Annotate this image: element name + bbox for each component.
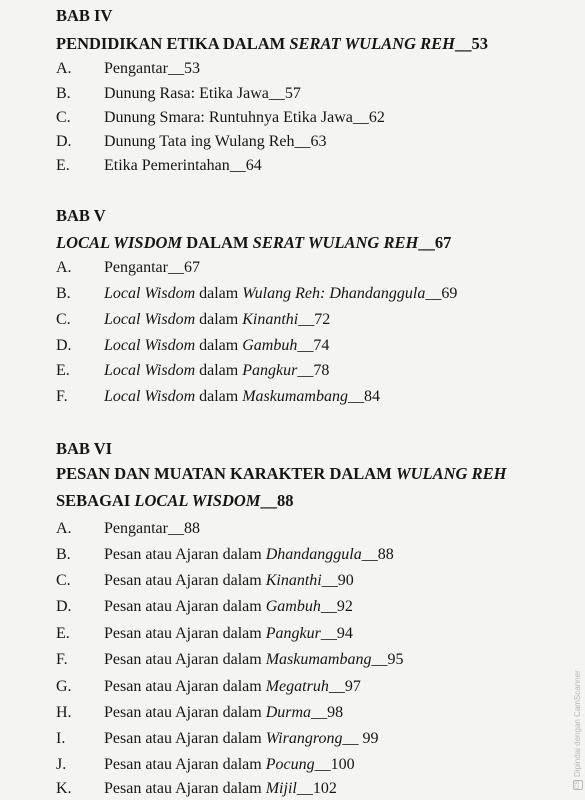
entry-part: Pocung <box>265 756 315 773</box>
entry-text: Pengantar__67 <box>104 259 200 276</box>
entry-letter: B. <box>56 285 71 302</box>
entry-part: Pangkur <box>242 362 298 379</box>
entry-part: dalam <box>195 388 243 405</box>
scanner-watermark <box>559 640 582 790</box>
chapter-label: BAB V <box>56 206 106 225</box>
entry-text: Dunung Rasa: Etika Jawa__57 <box>104 85 301 102</box>
toc-entry[interactable] <box>0 310 577 330</box>
entry-part: __74 <box>297 337 330 354</box>
entry-letter: D. <box>56 598 72 615</box>
entry-text: Pengantar__88 <box>104 520 200 537</box>
entry-letter: E. <box>56 157 70 174</box>
toc-entry[interactable] <box>0 650 577 670</box>
camscanner-icon: CS <box>574 780 581 789</box>
toc-entry[interactable] <box>0 677 577 697</box>
entry-part: __94 <box>320 625 353 642</box>
entry-part: Pesan atau Ajaran dalam <box>104 704 266 721</box>
toc-entry[interactable] <box>0 519 577 539</box>
chapter-label: BAB VI <box>56 439 113 458</box>
entry-part: __78 <box>297 362 330 379</box>
toc-entry[interactable] <box>0 59 577 79</box>
entry-part: Durma <box>265 704 312 721</box>
entry-text <box>104 677 361 697</box>
entry-text <box>104 624 353 644</box>
entry-part: Pesan atau Ajaran dalam <box>104 572 266 589</box>
entry-text <box>104 545 394 565</box>
toc-entry[interactable] <box>0 258 577 278</box>
title-part: __88 <box>260 491 294 510</box>
title-part: __67 <box>418 233 452 252</box>
entry-text <box>104 336 329 356</box>
entry-part: Kinanthi <box>265 572 322 589</box>
title-part: WULANG REH <box>395 464 507 483</box>
entry-text: Etika Pemerintahan__64 <box>104 157 262 174</box>
entry-text <box>104 779 337 799</box>
toc-entry[interactable] <box>0 156 577 176</box>
entry-letter: B. <box>56 546 71 563</box>
entry-part: __100 <box>314 756 355 773</box>
entry-part: __84 <box>347 388 380 405</box>
toc-entry[interactable] <box>0 545 577 565</box>
entry-text <box>104 361 329 381</box>
toc-entry[interactable] <box>0 779 577 799</box>
entry-part: __72 <box>298 311 331 328</box>
entry-part: __92 <box>320 598 353 615</box>
entry-text: Dunung Smara: Runtuhnya Etika Jawa__62 <box>104 109 385 126</box>
entry-text <box>104 387 380 407</box>
watermark-text: Dipindai dengan CamScanner <box>573 670 582 777</box>
toc-entry[interactable] <box>0 361 577 381</box>
entry-part: dalam <box>195 362 243 379</box>
entry-text <box>104 755 355 775</box>
title-part: PENDIDIKAN ETIKA DALAM <box>56 34 290 53</box>
entry-letter: E. <box>56 625 70 642</box>
title-part: DALAM <box>182 233 253 252</box>
entry-part: Pesan atau Ajaran dalam <box>104 730 266 747</box>
entry-letter: A. <box>56 520 72 537</box>
entry-part: dalam <box>195 337 243 354</box>
entry-part: Mijil <box>265 780 297 797</box>
toc-entry[interactable] <box>0 624 577 644</box>
entry-letter: I. <box>56 730 66 747</box>
entry-part: Wirangrong <box>265 730 343 747</box>
entry-text <box>104 310 330 330</box>
entry-text <box>104 284 457 304</box>
entry-text <box>104 571 354 591</box>
chapter-title <box>56 233 451 253</box>
entry-part: Local Wisdom <box>104 388 196 405</box>
entry-part: Local Wisdom <box>104 311 196 328</box>
toc-entry[interactable] <box>0 755 577 775</box>
entry-letter: C. <box>56 572 71 589</box>
chapter-title <box>56 464 506 484</box>
entry-text <box>104 597 353 617</box>
entry-part: Pesan atau Ajaran dalam <box>104 625 266 642</box>
entry-part: __98 <box>311 704 344 721</box>
title-part: SERAT WULANG REH <box>252 233 419 252</box>
entry-part: Pesan atau Ajaran dalam <box>104 598 266 615</box>
entry-part: Local Wisdom <box>104 362 196 379</box>
entry-part: __88 <box>361 546 394 563</box>
entry-text: Dunung Tata ing Wulang Reh__63 <box>104 133 327 150</box>
title-part: LOCAL WISDOM <box>134 491 261 510</box>
entry-part: Gambuh <box>242 337 298 354</box>
title-part: __53 <box>454 34 488 53</box>
entry-part: dalam <box>195 311 243 328</box>
entry-part: Pesan atau Ajaran dalam <box>104 546 266 563</box>
entry-letter: H. <box>56 704 72 721</box>
entry-part: Megatruh <box>265 678 329 695</box>
entry-part: __ 99 <box>342 730 379 747</box>
entry-text <box>104 650 403 670</box>
entry-part: Gambuh <box>265 598 321 615</box>
entry-letter: D. <box>56 133 72 150</box>
entry-part: Wulang Reh: Dhandanggula <box>242 285 426 302</box>
entry-letter: C. <box>56 311 71 328</box>
entry-part: Maskumambang <box>265 651 372 668</box>
entry-part: Kinanthi <box>242 311 299 328</box>
entry-part: __97 <box>328 678 361 695</box>
toc-entry[interactable] <box>0 387 577 407</box>
entry-part: __69 <box>425 285 458 302</box>
entry-part: Pesan atau Ajaran dalam <box>104 678 266 695</box>
chapter-title <box>56 34 488 54</box>
chapter-label: BAB IV <box>56 6 113 25</box>
entry-letter: K. <box>56 780 72 797</box>
title-part: SEBAGAI <box>56 491 135 510</box>
title-part: SERAT WULANG REH <box>289 34 455 53</box>
title-part: PESAN DAN MUATAN KARAKTER DALAM <box>56 464 396 483</box>
entry-text: Pengantar__53 <box>104 60 200 77</box>
entry-letter: A. <box>56 60 72 77</box>
entry-part: Local Wisdom <box>104 285 196 302</box>
toc-entry[interactable] <box>0 597 577 617</box>
entry-part: Pesan atau Ajaran dalam <box>104 780 266 797</box>
title-part: LOCAL WISDOM <box>56 233 183 252</box>
entry-part: Dhandanggula <box>265 546 362 563</box>
entry-letter: C. <box>56 109 71 126</box>
toc-entry[interactable] <box>0 84 577 104</box>
entry-part: dalam <box>195 285 243 302</box>
entry-part: Pangkur <box>265 625 321 642</box>
entry-text <box>104 703 343 723</box>
entry-part: Maskumambang <box>242 388 348 405</box>
entry-part: __102 <box>296 780 337 797</box>
entry-letter: A. <box>56 259 72 276</box>
entry-letter: J. <box>56 756 67 773</box>
entry-letter: E. <box>56 362 70 379</box>
toc-entry[interactable] <box>0 132 577 152</box>
chapter-title-continued <box>56 491 293 511</box>
entry-part: Local Wisdom <box>104 337 196 354</box>
toc-entry[interactable] <box>0 336 577 356</box>
entry-letter: B. <box>56 85 71 102</box>
toc-entry[interactable] <box>0 108 577 128</box>
entry-part: __95 <box>371 651 404 668</box>
entry-letter: F. <box>56 651 68 668</box>
entry-letter: F. <box>56 388 68 405</box>
toc-entry[interactable] <box>0 729 577 749</box>
entry-letter: G. <box>56 678 72 695</box>
toc-entry[interactable] <box>0 703 577 723</box>
entry-part: __90 <box>321 572 354 589</box>
toc-entry[interactable] <box>0 284 577 304</box>
entry-text <box>104 729 378 749</box>
entry-part: Pesan atau Ajaran dalam <box>104 756 266 773</box>
entry-part: Pesan atau Ajaran dalam <box>104 651 266 668</box>
toc-entry[interactable] <box>0 571 577 591</box>
entry-letter: D. <box>56 337 72 354</box>
